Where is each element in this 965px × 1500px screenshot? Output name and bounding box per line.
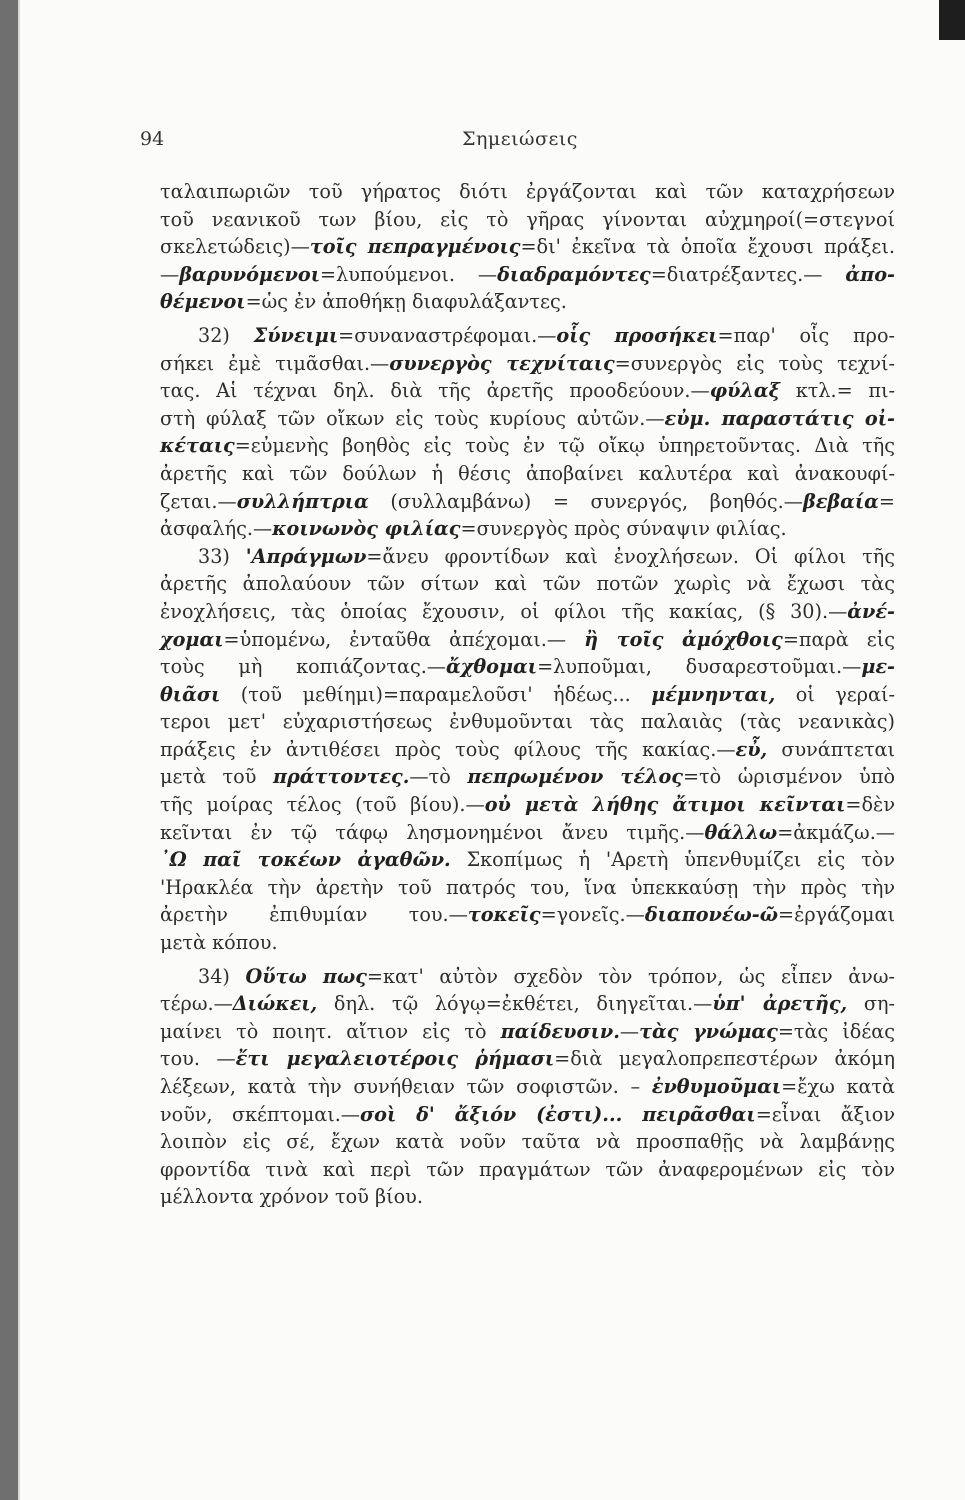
text-run: δηλ. τῷ λόγῳ=ἐκθέτει, διηγεῖται.—: [317, 992, 713, 1016]
text-run: =τὰς ἰδέας: [777, 1019, 896, 1043]
text-line: [160, 322, 895, 350]
lemma-term: συλλήπτρια: [236, 489, 369, 513]
lemma-term: χομαι: [160, 627, 224, 651]
lemma-term: θέμενοι: [160, 290, 246, 314]
text-run: τοὺς μὴ κοπιάζοντας.—: [160, 655, 446, 679]
text-run: —: [160, 262, 180, 286]
text-run: τας. Αἱ τέχναι δηλ. διὰ τῆς ἀρετῆς προοδεύουν.—: [160, 379, 710, 403]
lemma-term: κέταις: [160, 434, 235, 458]
lemma-term: τὰς γνώμας: [639, 1019, 778, 1043]
text-line: [160, 874, 895, 902]
text-run: τοῦ νεανικοῦ των βίου, εἰς τὸ γῆρας γίνονται αὐχμηροί(=στεγνοί: [160, 207, 895, 231]
text-line: [160, 626, 895, 654]
lemma-term: ἔτι μεγαλειοτέροις ῥήμασι: [235, 1047, 555, 1071]
text-line: [160, 990, 895, 1018]
text-line: [160, 1183, 895, 1211]
text-run: =εἶναι ἄξιον: [755, 1102, 895, 1126]
text-run: ἀρετῆς καὶ τῶν δούλων ἡ θέσις ἀποβαίνει καλυτέρα καὶ ἀνακουφί-: [160, 461, 895, 485]
lemma-term: οἷς προσήκει: [556, 323, 718, 347]
text-run: Σκοπίμως ἡ 'Αρετὴ ὑπενθυμίζει εἰς τὸν: [450, 848, 895, 872]
text-line: [160, 763, 895, 791]
page-header: [140, 128, 900, 158]
text-run: ἀρετῆς ἀπολαύουν τῶν σίτων καὶ τῶν ποτῶν χωρὶς νὰ ἔχωσι τὰς: [160, 572, 895, 596]
lemma-term: συνεργὸς τεχνίταις: [389, 351, 615, 375]
text-run: =διατρέξαντες.—: [650, 262, 846, 286]
text-run: συνάπτεται: [767, 737, 895, 761]
text-line: [160, 1018, 895, 1046]
text-line: [160, 791, 895, 819]
lemma-term: θιᾶσι: [160, 682, 221, 706]
text-line: [160, 901, 895, 929]
text-run: =δι' ἐκεῖνα τὰ ὁποῖα ἔχουσι πράξει.: [520, 235, 895, 259]
text-run: =ὑπομένω, ἐνταῦθα ἀπέχομαι.—: [223, 627, 585, 651]
text-run: =συνεργὸς εἰς τοὺς τεχνί-: [614, 351, 895, 375]
text-run: =τὸ ὡρισμένον ὑπὸ: [682, 765, 895, 789]
text-line: [160, 708, 895, 736]
text-line: [160, 653, 895, 681]
text-run: =δὲν: [845, 793, 895, 817]
text-run: =παρ' οἷς προ-: [717, 323, 895, 347]
text-run: κτλ.= πι-: [779, 379, 895, 403]
text-run: =διὰ μεγαλοπρεπεστέρων ἀκόμη: [554, 1047, 896, 1071]
lemma-term: ἀνέ-: [847, 599, 895, 623]
text-run: =ἄνευ φροντίδων καὶ ἐνοχλήσεων. Οἱ φίλοι τῆς: [366, 544, 895, 568]
lemma-term: οὐ μετὰ λήθης ἄτιμοι κεῖνται: [484, 793, 846, 817]
text-line: [160, 233, 895, 261]
text-line: [160, 543, 895, 571]
running-head-title: Σημειώσεις: [462, 128, 578, 150]
text-line: [160, 405, 895, 433]
text-run: =ἐργάζομαι: [778, 903, 895, 927]
lemma-term: βαρυνόμενοι: [179, 262, 320, 286]
lemma-term: διαπονέω-ῶ: [644, 903, 779, 927]
lemma-term: τοῖς πεπραγμένοις: [309, 235, 521, 259]
text-run: =συναναστρέφομαι.—: [338, 323, 557, 347]
lemma-term: Διώκει,: [232, 992, 318, 1016]
text-line: [160, 206, 895, 234]
text-line: [160, 1101, 895, 1129]
text-run: 34): [198, 964, 246, 988]
text-run: =: [878, 489, 895, 513]
lemma-term: εὖ,: [735, 737, 768, 761]
text-line: [160, 963, 895, 991]
text-run: ταλαιπωριῶν τοῦ γήρατος διότι ἐργάζονται καὶ τῶν καταχρήσεων: [160, 180, 895, 203]
text-run: =παρὰ εἰς: [782, 627, 895, 651]
text-run: νοῦν, σκέπτομαι.—: [160, 1102, 360, 1126]
lemma-term: ἐνθυμοῦμαι: [651, 1075, 782, 1098]
text-line: [160, 350, 895, 378]
lemma-term: σοὶ δ' ἄξιόν (ἐστι)... πειρᾶσθαι: [360, 1102, 756, 1126]
text-run: =εὐμενὴς βοηθὸς εἰς τοὺς ἐν τῷ οἴκῳ ὑπηρετοῦντας. Διὰ τῆς: [234, 434, 895, 458]
lemma-term: 'Απράγμων: [245, 544, 367, 568]
text-run: =συνεργὸς πρὸς σύναψιν φιλίας.: [460, 517, 787, 541]
text-line: [160, 178, 895, 206]
text-line: [160, 1045, 895, 1073]
text-run: 32): [198, 323, 254, 347]
lemma-term: βεβαία: [802, 489, 879, 513]
lemma-term: Οὕτω πως: [245, 964, 367, 988]
text-run: =κατ' αὐτὸν σχεδὸν τὸν τρόπον, ὡς εἶπεν ἀνω-: [366, 964, 895, 988]
lemma-term: ἄχθομαι: [446, 655, 538, 679]
text-run: σκελετώδεις)—: [160, 235, 310, 259]
text-line: [160, 819, 895, 847]
text-line: [160, 1073, 895, 1101]
text-run: ἐνοχλήσεις, τὰς ὁποίας ἔχουσιν, οἱ φίλοι τῆς κακίας, (§ 30).—: [160, 599, 848, 623]
text-run: ἀρετὴν ἐπιθυμίαν του.—: [160, 903, 468, 927]
lemma-term: μέμνηνται,: [651, 682, 776, 706]
text-run: τῆς μοίρας τέλος (τοῦ βίου).—: [160, 793, 485, 817]
text-line: [160, 570, 895, 598]
text-line: [160, 929, 895, 957]
text-run: μέλλοντα χρόνον τοῦ βίου.: [160, 1185, 423, 1209]
lemma-term: Σύνειμι: [253, 323, 339, 347]
lemma-term: διαδραμόντες: [497, 262, 651, 286]
lemma-term: ἀπο-: [845, 262, 895, 286]
text-run: ἀσφαλής.—: [160, 517, 273, 541]
text-run: μαίνει τὸ ποιητ. αἴτιον εἰς τὸ: [160, 1019, 501, 1043]
text-run: λοιπὸν εἰς σέ, ἔχων κατὰ νοῦν ταῦτα νὰ προσπαθῇς νὰ λαμβάνῃς: [160, 1130, 895, 1154]
text-run: =ὡς ἐν ἀποθήκῃ διαφυλάξαντες.: [245, 290, 567, 314]
lemma-term: κοινωνὸς φιλίας: [272, 517, 461, 541]
text-run: (τοῦ μεθίημι)=παραμελοῦσι' ἡδέως...: [220, 682, 652, 706]
lemma-term: παίδευσιν.: [500, 1019, 620, 1043]
scan-border: [939, 0, 965, 40]
text-run: του. —: [160, 1047, 236, 1071]
text-run: μετὰ κόπου.: [160, 931, 278, 955]
text-run: 'Ηρακλέα τὴν ἀρετὴν τοῦ πατρός του, ἵνα ὑπεκκαύσῃ τὴν πρὸς τὴν: [160, 875, 895, 899]
lemma-term: ὑπ' ἀρετῆς,: [712, 992, 848, 1016]
text-run: λέξεων, κατὰ τὴν συνήθειαν τῶν σοφιστῶν. –: [160, 1075, 652, 1098]
text-run: (συλλαμβάνω) = συνεργός, βοηθός.—: [368, 489, 803, 513]
text-line: [160, 598, 895, 626]
lemma-term: ἢ τοῖς ἀμόχθοις: [584, 627, 783, 651]
text-run: στὴ φύλαξ τῶν οἴκων εἰς τοὺς κυρίους αὐτῶν.—: [160, 406, 665, 430]
text-run: τέρω.—: [160, 992, 233, 1016]
page-number: 94: [140, 128, 165, 150]
text-run: =γονεῖς.—: [540, 903, 645, 927]
text-run: ζεται.—: [160, 489, 237, 513]
text-line: [160, 1128, 895, 1156]
lemma-term: με-: [861, 655, 895, 679]
text-line: [160, 736, 895, 764]
text-run: —: [619, 1019, 640, 1043]
text-line: [160, 488, 895, 516]
text-run: =ἀκμάζω.—: [777, 820, 895, 844]
text-run: 33): [198, 544, 246, 568]
text-line: [160, 288, 895, 316]
text-run: τεροι μετ' εὐχαριστήσεως ἐνθυμοῦνται τὰς παλαιὰς (τὰς νεανικὰς): [160, 710, 895, 734]
book-page: [18, 0, 965, 1500]
text-run: =λυπούμενοι. —: [319, 262, 498, 286]
text-run: μετὰ τοῦ: [160, 765, 273, 789]
text-run: πράξεις ἐν ἀντιθέσει πρὸς τοὺς φίλους τῆς κακίας.—: [160, 737, 736, 761]
notes-text-block: [160, 178, 895, 1211]
text-line: [160, 681, 895, 709]
text-run: —τὸ: [409, 765, 468, 789]
text-line: [160, 846, 895, 874]
lemma-term: πράττοντες.: [272, 765, 410, 789]
text-run: φροντίδα τινὰ καὶ περὶ τῶν πραγμάτων τῶν ἀναφερομένων εἰς τὸν: [160, 1157, 895, 1181]
lemma-term: τοκεῖς: [467, 903, 541, 927]
text-line: [160, 432, 895, 460]
text-run: ση-: [847, 992, 895, 1016]
text-run: οἱ γεραί-: [775, 682, 895, 706]
text-run: =λυποῦμαι, δυσαρεστοῦμαι.—: [537, 655, 862, 679]
text-run: =ἔχω κατὰ: [781, 1075, 895, 1098]
lemma-term: φύλαξ: [709, 379, 780, 403]
lemma-term: ᾽Ω παῖ τοκέων ἀγαθῶν.: [160, 848, 451, 872]
lemma-term: πεπρωμένον τέλος: [467, 765, 683, 789]
text-line: [160, 460, 895, 488]
text-run: σήκει ἐμὲ τιμᾶσθαι.—: [160, 351, 390, 375]
text-line: [160, 261, 895, 289]
text-line: [160, 377, 895, 405]
text-line: [160, 515, 895, 543]
lemma-term: θάλλω: [704, 820, 778, 844]
lemma-term: εὐμ. παραστάτις οἰ-: [664, 406, 895, 430]
text-line: [160, 1156, 895, 1184]
text-run: κεῖνται ἐν τῷ τάφῳ λησμονημένοι ἄνευ τιμῆς.—: [160, 820, 705, 844]
